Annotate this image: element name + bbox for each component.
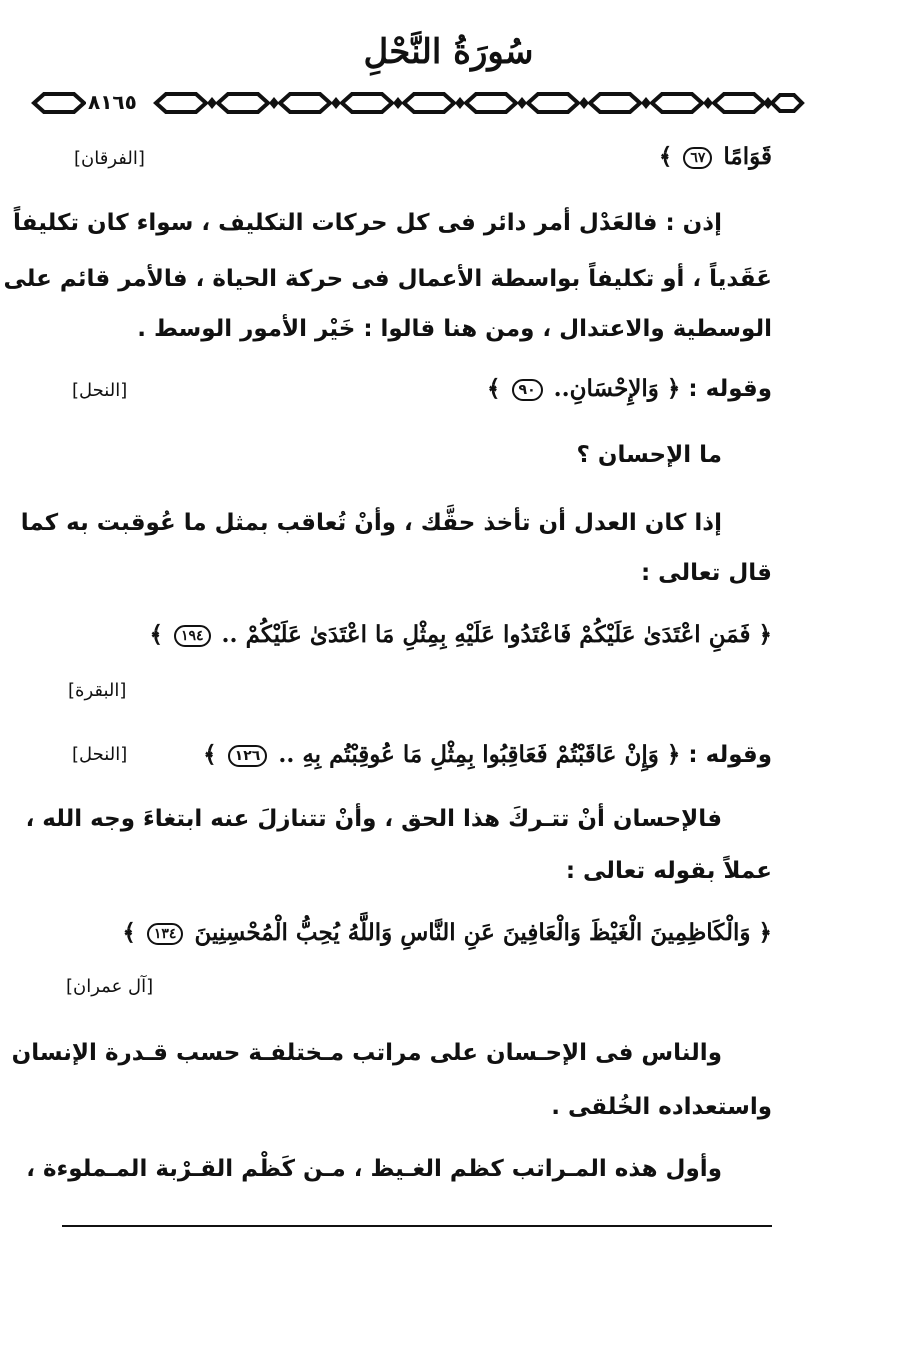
ayah-number: ١٣٤ bbox=[147, 923, 184, 945]
closing-bracket-icon: ﴾ bbox=[658, 143, 673, 170]
ornamental-header-band bbox=[28, 88, 808, 118]
verse-line-4 bbox=[62, 738, 772, 772]
closing-bracket-icon: ﴾ bbox=[122, 919, 136, 946]
opening-bracket-icon: ﴿ bbox=[666, 376, 681, 402]
ayah-number: ١٩٤ bbox=[174, 625, 211, 647]
verse-text: وَالْكَاظِمِينَ الْغَيْظَ وَالْعَافِينَ عَنِ النَّاسِ وَاللَّهُ يُحِبُّ الْمُحْسِنِينَ bbox=[194, 919, 751, 946]
verse-text: وَإِنْ عَاقَبْتُمْ فَعَاقِبُوا بِمِثْلِ مَا عُوقِبْتُم بِهِ .. bbox=[278, 741, 659, 768]
verse-intro: وقوله : bbox=[688, 376, 772, 402]
paragraph-line: إذا كان العدل أن تأخذ حقَّك ، وأنْ تُعاقب بمثل ما عُوقبت به كما bbox=[20, 510, 722, 536]
surah-title: سُورَةُ النَّحْلِ bbox=[363, 32, 534, 72]
verse-text: فَمَنِ اعْتَدَىٰ عَلَيْكُمْ فَاعْتَدُوا عَلَيْهِ بِمِثْلِ مَا اعْتَدَىٰ عَلَيْكُمْ .. bbox=[221, 621, 751, 648]
page-number: ٨١٦٥ bbox=[88, 90, 137, 114]
paragraph-line: إذن : فالعَدْل أمر دائر فى كل حركات التكليف ، سواء كان تكليفاً bbox=[13, 210, 722, 236]
verse-intro: وقوله : bbox=[688, 742, 772, 768]
verse-text: وَالإِحْسَانِ.. bbox=[553, 375, 659, 402]
opening-bracket-icon: ﴿ bbox=[758, 919, 772, 946]
verse-line-3 bbox=[62, 618, 772, 652]
opening-bracket-icon: ﴿ bbox=[666, 742, 681, 768]
verse-line-2 bbox=[62, 372, 772, 406]
verse-reference: [آل عمران] bbox=[66, 976, 154, 997]
ayah-number: ٩٠ bbox=[512, 379, 543, 401]
footer-rule bbox=[62, 1225, 772, 1227]
verse-line-5 bbox=[62, 916, 772, 950]
verse-line-1 bbox=[62, 140, 772, 174]
paragraph-line: واستعداده الخُلقى . bbox=[551, 1094, 772, 1120]
paragraph-line: ما الإحسان ؟ bbox=[576, 442, 722, 468]
paragraph-line: عملاً بقوله تعالى : bbox=[565, 858, 772, 884]
paragraph-line: وأول هذه المـراتب كظم الغـيظ ، مـن كَظْم القـرْبة المـملوءة ، bbox=[26, 1156, 722, 1182]
paragraph-line: الوسطية والاعتدال ، ومن هنا قالوا : خَيْر الأمور الوسط . bbox=[137, 316, 772, 342]
verse-reference: [النحل] bbox=[72, 380, 128, 401]
ayah-number: ٦٧ bbox=[683, 147, 712, 169]
paragraph-line: فالإحسان أنْ تتـركَ هذا الحق ، وأنْ تتنازلَ عنه ابتغاءَ وجه الله ، bbox=[25, 806, 722, 832]
verse-reference: [النحل] bbox=[72, 744, 128, 765]
verse-reference: [البقرة] bbox=[68, 680, 127, 701]
closing-bracket-icon: ﴾ bbox=[203, 742, 217, 768]
paragraph-line: عَقَدياً ، أو تكليفاً بواسطة الأعمال فى حركة الحياة ، فالأمر قائم على bbox=[3, 266, 772, 292]
ayah-number: ١٢٦ bbox=[228, 745, 268, 767]
closing-bracket-icon: ﴾ bbox=[149, 621, 163, 648]
closing-bracket-icon: ﴾ bbox=[487, 376, 501, 402]
opening-bracket-icon: ﴿ bbox=[758, 621, 772, 648]
verse-text: قَوَامًا bbox=[723, 143, 772, 170]
paragraph-line: والناس فى الإحـسان على مراتب مـختلفـة حسب قـدرة الإنسان bbox=[11, 1040, 722, 1066]
chain-ornament-icon bbox=[28, 88, 808, 118]
verse-reference: [الفرقان] bbox=[74, 148, 145, 169]
paragraph-line: قال تعالى : bbox=[640, 560, 772, 586]
